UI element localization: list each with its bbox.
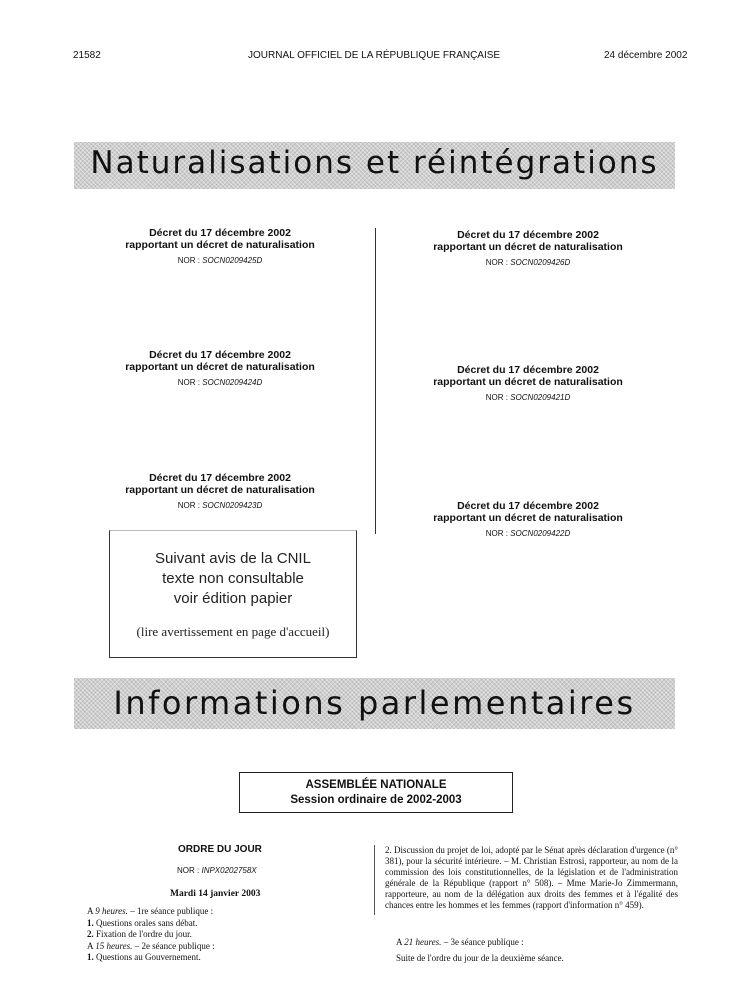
ordre-discussion-paragraph: 2. Discussion du projet de loi, adopté par le Sénat après déclaration d'urgence (n° 381), pour la sécurité intérieure. – M. Christian Estrosi, rapporteur, au nom de la commission des lois constitutionnelles, de la législation et de l'administration générale de la République (rapport n° 508). – Mme Marie-Jo Zimmermann, rapporteure, au nom de la délégation aux droits des femmes et à l'égalité des chances entre les hommes et les femmes (rapport d'information n° 459).: [385, 845, 678, 910]
list-item: 1. Questions orales sans débat.: [87, 918, 198, 928]
decree-entry: [90, 349, 350, 389]
assembly-box: [239, 772, 513, 813]
list-item: A 9 heures. – 1re séance publique :: [87, 906, 214, 916]
decree-entry: [90, 227, 350, 267]
cnil-notice-box: [109, 530, 357, 658]
decree-entry: [398, 229, 658, 269]
decree-title: Décret du 17 décembre 2002: [149, 227, 291, 239]
column-divider: [374, 845, 375, 915]
decree-subtitle: rapportant un décret de naturalisation: [125, 239, 315, 251]
decree-title: Décret du 17 décembre 2002: [457, 500, 599, 512]
cnil-line-4: (lire avertissement en page d'accueil): [136, 624, 330, 639]
assembly-name: ASSEMBLÉE NATIONALE: [305, 779, 447, 791]
decree-title: Décret du 17 décembre 2002: [457, 364, 599, 376]
decree-subtitle: rapportant un décret de naturalisation: [125, 484, 315, 496]
decree-entry: [398, 500, 658, 540]
decree-title: Décret du 17 décembre 2002: [457, 229, 599, 241]
cnil-line-2: texte non consultable: [162, 570, 304, 587]
decree-nor: NOR : SOCN0209422D: [485, 529, 571, 538]
decree-title: Décret du 17 décembre 2002: [149, 349, 291, 361]
cnil-line-3: voir édition papier: [173, 590, 293, 607]
ordre-last-line: Suite de l'ordre du jour de la deuxième séance.: [396, 953, 564, 963]
list-item: 1. Questions au Gouvernement.: [87, 952, 201, 962]
header-date: 24 décembre 2002: [604, 50, 688, 61]
decree-nor: NOR : SOCN0209424D: [177, 378, 263, 387]
section-banner-naturalisations: [74, 142, 675, 189]
decree-subtitle: rapportant un décret de naturalisation: [125, 361, 315, 373]
decree-nor: NOR : SOCN0209426D: [485, 258, 571, 267]
decree-nor: NOR : SOCN0209423D: [177, 501, 263, 510]
decree-subtitle: rapportant un décret de naturalisation: [433, 512, 623, 524]
list-item: A 15 heures. – 2e séance publique :: [87, 941, 215, 951]
list-item: 2. Fixation de l'ordre du jour.: [87, 929, 192, 939]
section-title: Informations parlementaires: [113, 684, 636, 722]
ordre-title: ORDRE DU JOUR: [178, 844, 262, 855]
decree-title: Décret du 17 décembre 2002: [149, 472, 291, 484]
ordre-third-session: A 21 heures. – 3e séance publique :: [396, 937, 524, 947]
cnil-line-1: Suivant avis de la CNIL: [155, 550, 311, 567]
decree-subtitle: rapportant un décret de naturalisation: [433, 376, 623, 388]
assembly-session: Session ordinaire de 2002-2003: [290, 794, 462, 806]
ordre-nor: NOR : INPX0202758X: [177, 866, 257, 875]
decree-nor: NOR : SOCN0209425D: [177, 256, 263, 265]
decree-entry: [398, 364, 658, 404]
section-banner-informations: [74, 678, 675, 729]
ordre-date: Mardi 14 janvier 2003: [170, 889, 261, 899]
journal-title: JOURNAL OFFICIEL DE LA RÉPUBLIQUE FRANÇAISE: [248, 50, 501, 61]
decree-nor: NOR : SOCN0209421D: [485, 393, 571, 402]
decree-entry: [90, 472, 350, 512]
section-title: Naturalisations et réintégrations: [90, 145, 659, 181]
page-number: 21582: [73, 50, 101, 61]
decree-subtitle: rapportant un décret de naturalisation: [433, 241, 623, 253]
column-divider: [375, 228, 376, 534]
